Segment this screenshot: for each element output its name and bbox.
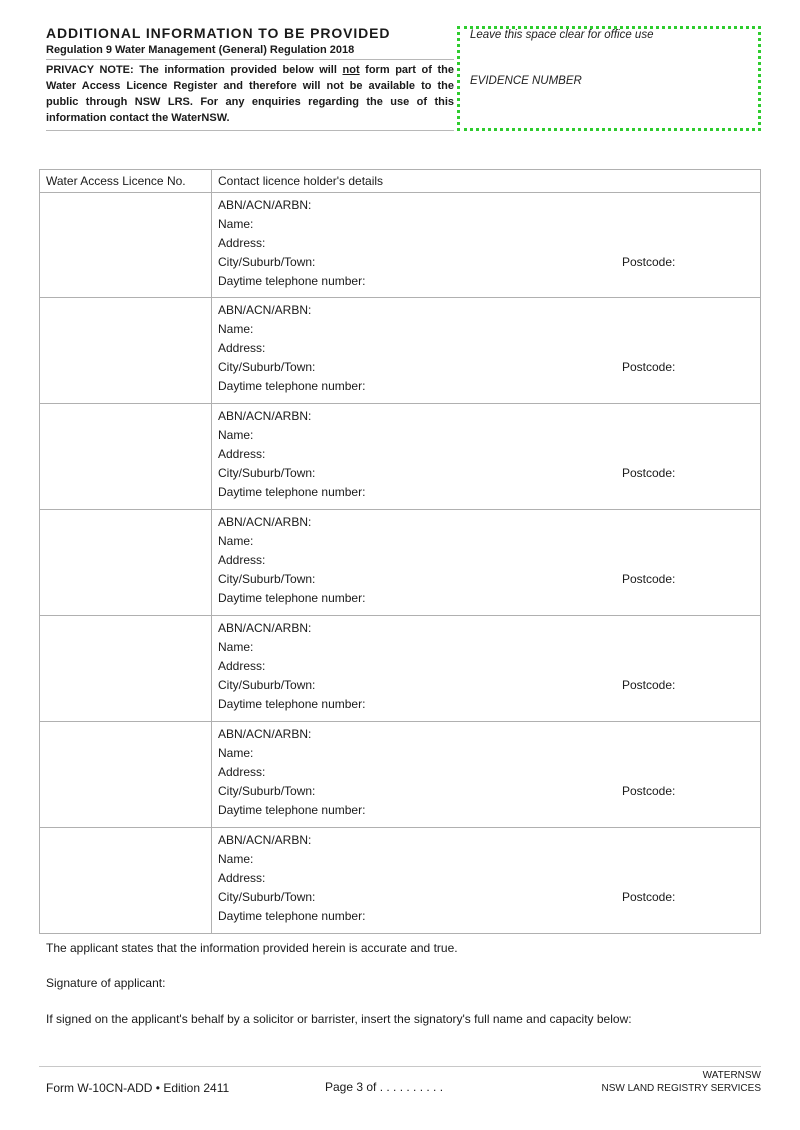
abn-label: ABN/ACN/ARBN:: [218, 833, 312, 847]
regulation-reference: Regulation 9 Water Management (General) Regulation 2018: [46, 44, 355, 56]
name-label: Name:: [218, 217, 254, 231]
name-label: Name:: [218, 852, 254, 866]
abn-label: ABN/ACN/ARBN:: [218, 727, 312, 741]
city-label: City/Suburb/Town:: [218, 466, 316, 480]
table-row: [40, 510, 761, 616]
abn-label: ABN/ACN/ARBN:: [218, 198, 312, 212]
abn-label: ABN/ACN/ARBN:: [218, 409, 312, 423]
address-label: Address:: [218, 765, 266, 779]
licence-number-cell[interactable]: [40, 722, 212, 828]
organisation-block: [602, 1069, 762, 1095]
header-block: [46, 24, 454, 57]
evidence-number-label: EVIDENCE NUMBER: [470, 75, 582, 87]
name-label: Name:: [218, 534, 254, 548]
privacy-text-start: PRIVACY NOTE: The information provided below will: [46, 64, 343, 76]
abn-label: ABN/ACN/ARBN:: [218, 621, 312, 635]
footer-divider: [39, 1066, 761, 1067]
contact-details-cell[interactable]: [212, 722, 761, 828]
privacy-text-end: form part of the Water Access Licence Register and therefore will not be available to the public through NSW LRS. For any enquiries regarding the use of this information contact the WaterNSW.: [46, 64, 454, 124]
contact-details-cell[interactable]: [212, 616, 761, 722]
org-subname: NSW LAND REGISTRY SERVICES: [601, 1083, 761, 1094]
phone-label: Daytime telephone number:: [218, 909, 366, 923]
contact-details-cell[interactable]: [212, 193, 761, 298]
contact-details-cell[interactable]: [212, 404, 761, 510]
city-label: City/Suburb/Town:: [218, 255, 316, 269]
licence-number-cell[interactable]: [40, 404, 212, 510]
licence-number-header: Water Access Licence No.: [40, 170, 212, 193]
table-row: [40, 616, 761, 722]
postcode-label: Postcode:: [622, 466, 676, 480]
licence-number-cell[interactable]: [40, 828, 212, 934]
header-divider: [46, 59, 454, 60]
page-title: ADDITIONAL INFORMATION TO BE PROVIDED: [46, 25, 391, 41]
phone-label: Daytime telephone number:: [218, 803, 366, 817]
phone-label: Daytime telephone number:: [218, 379, 366, 393]
licence-holder-table: [39, 169, 761, 934]
office-use-note: Leave this space clear for office use: [470, 29, 654, 41]
address-label: Address:: [218, 447, 266, 461]
table-row: [40, 828, 761, 934]
contact-details-header: Contact licence holder's details: [212, 170, 761, 193]
table-row: [40, 404, 761, 510]
licence-number-cell[interactable]: [40, 298, 212, 404]
city-label: City/Suburb/Town:: [218, 360, 316, 374]
phone-label: Daytime telephone number:: [218, 485, 366, 499]
table-row: [40, 193, 761, 298]
postcode-label: Postcode:: [622, 255, 676, 269]
contact-details-cell[interactable]: [212, 298, 761, 404]
accuracy-statement: The applicant states that the information provided herein is accurate and true.: [46, 941, 458, 955]
postcode-label: Postcode:: [622, 360, 676, 374]
city-label: City/Suburb/Town:: [218, 572, 316, 586]
postcode-label: Postcode:: [622, 890, 676, 904]
postcode-label: Postcode:: [622, 572, 676, 586]
abn-label: ABN/ACN/ARBN:: [218, 303, 312, 317]
name-label: Name:: [218, 428, 254, 442]
page-number: Page 3 of . . . . . . . . . .: [325, 1080, 444, 1094]
address-label: Address:: [218, 341, 266, 355]
contact-details-cell[interactable]: [212, 510, 761, 616]
licence-number-cell[interactable]: [40, 616, 212, 722]
abn-label: ABN/ACN/ARBN:: [218, 515, 312, 529]
city-label: City/Suburb/Town:: [218, 890, 316, 904]
office-use-box: [457, 26, 761, 131]
table-header-row: [40, 170, 761, 193]
postcode-label: Postcode:: [622, 678, 676, 692]
signature-label: Signature of applicant:: [46, 976, 166, 990]
form-edition: Form W-10CN-ADD • Edition 2411: [46, 1081, 230, 1095]
name-label: Name:: [218, 640, 254, 654]
address-label: Address:: [218, 659, 266, 673]
phone-label: Daytime telephone number:: [218, 274, 366, 288]
address-label: Address:: [218, 553, 266, 567]
table-row: [40, 722, 761, 828]
contact-details-cell[interactable]: [212, 828, 761, 934]
licence-number-cell[interactable]: [40, 193, 212, 298]
privacy-not-emphasis: not: [342, 64, 360, 76]
phone-label: Daytime telephone number:: [218, 591, 366, 605]
table-row: [40, 298, 761, 404]
city-label: City/Suburb/Town:: [218, 678, 316, 692]
licence-number-cell[interactable]: [40, 510, 212, 616]
city-label: City/Suburb/Town:: [218, 784, 316, 798]
address-label: Address:: [218, 236, 266, 250]
name-label: Name:: [218, 322, 254, 336]
postcode-label: Postcode:: [622, 784, 676, 798]
name-label: Name:: [218, 746, 254, 760]
privacy-divider: [46, 130, 454, 131]
phone-label: Daytime telephone number:: [218, 697, 366, 711]
address-label: Address:: [218, 871, 266, 885]
org-name: WATERNSW: [702, 1070, 761, 1081]
solicitor-instruction: If signed on the applicant's behalf by a solicitor or barrister, insert the signatory's full name and capacity below:: [46, 1012, 632, 1026]
privacy-note: [46, 62, 454, 126]
